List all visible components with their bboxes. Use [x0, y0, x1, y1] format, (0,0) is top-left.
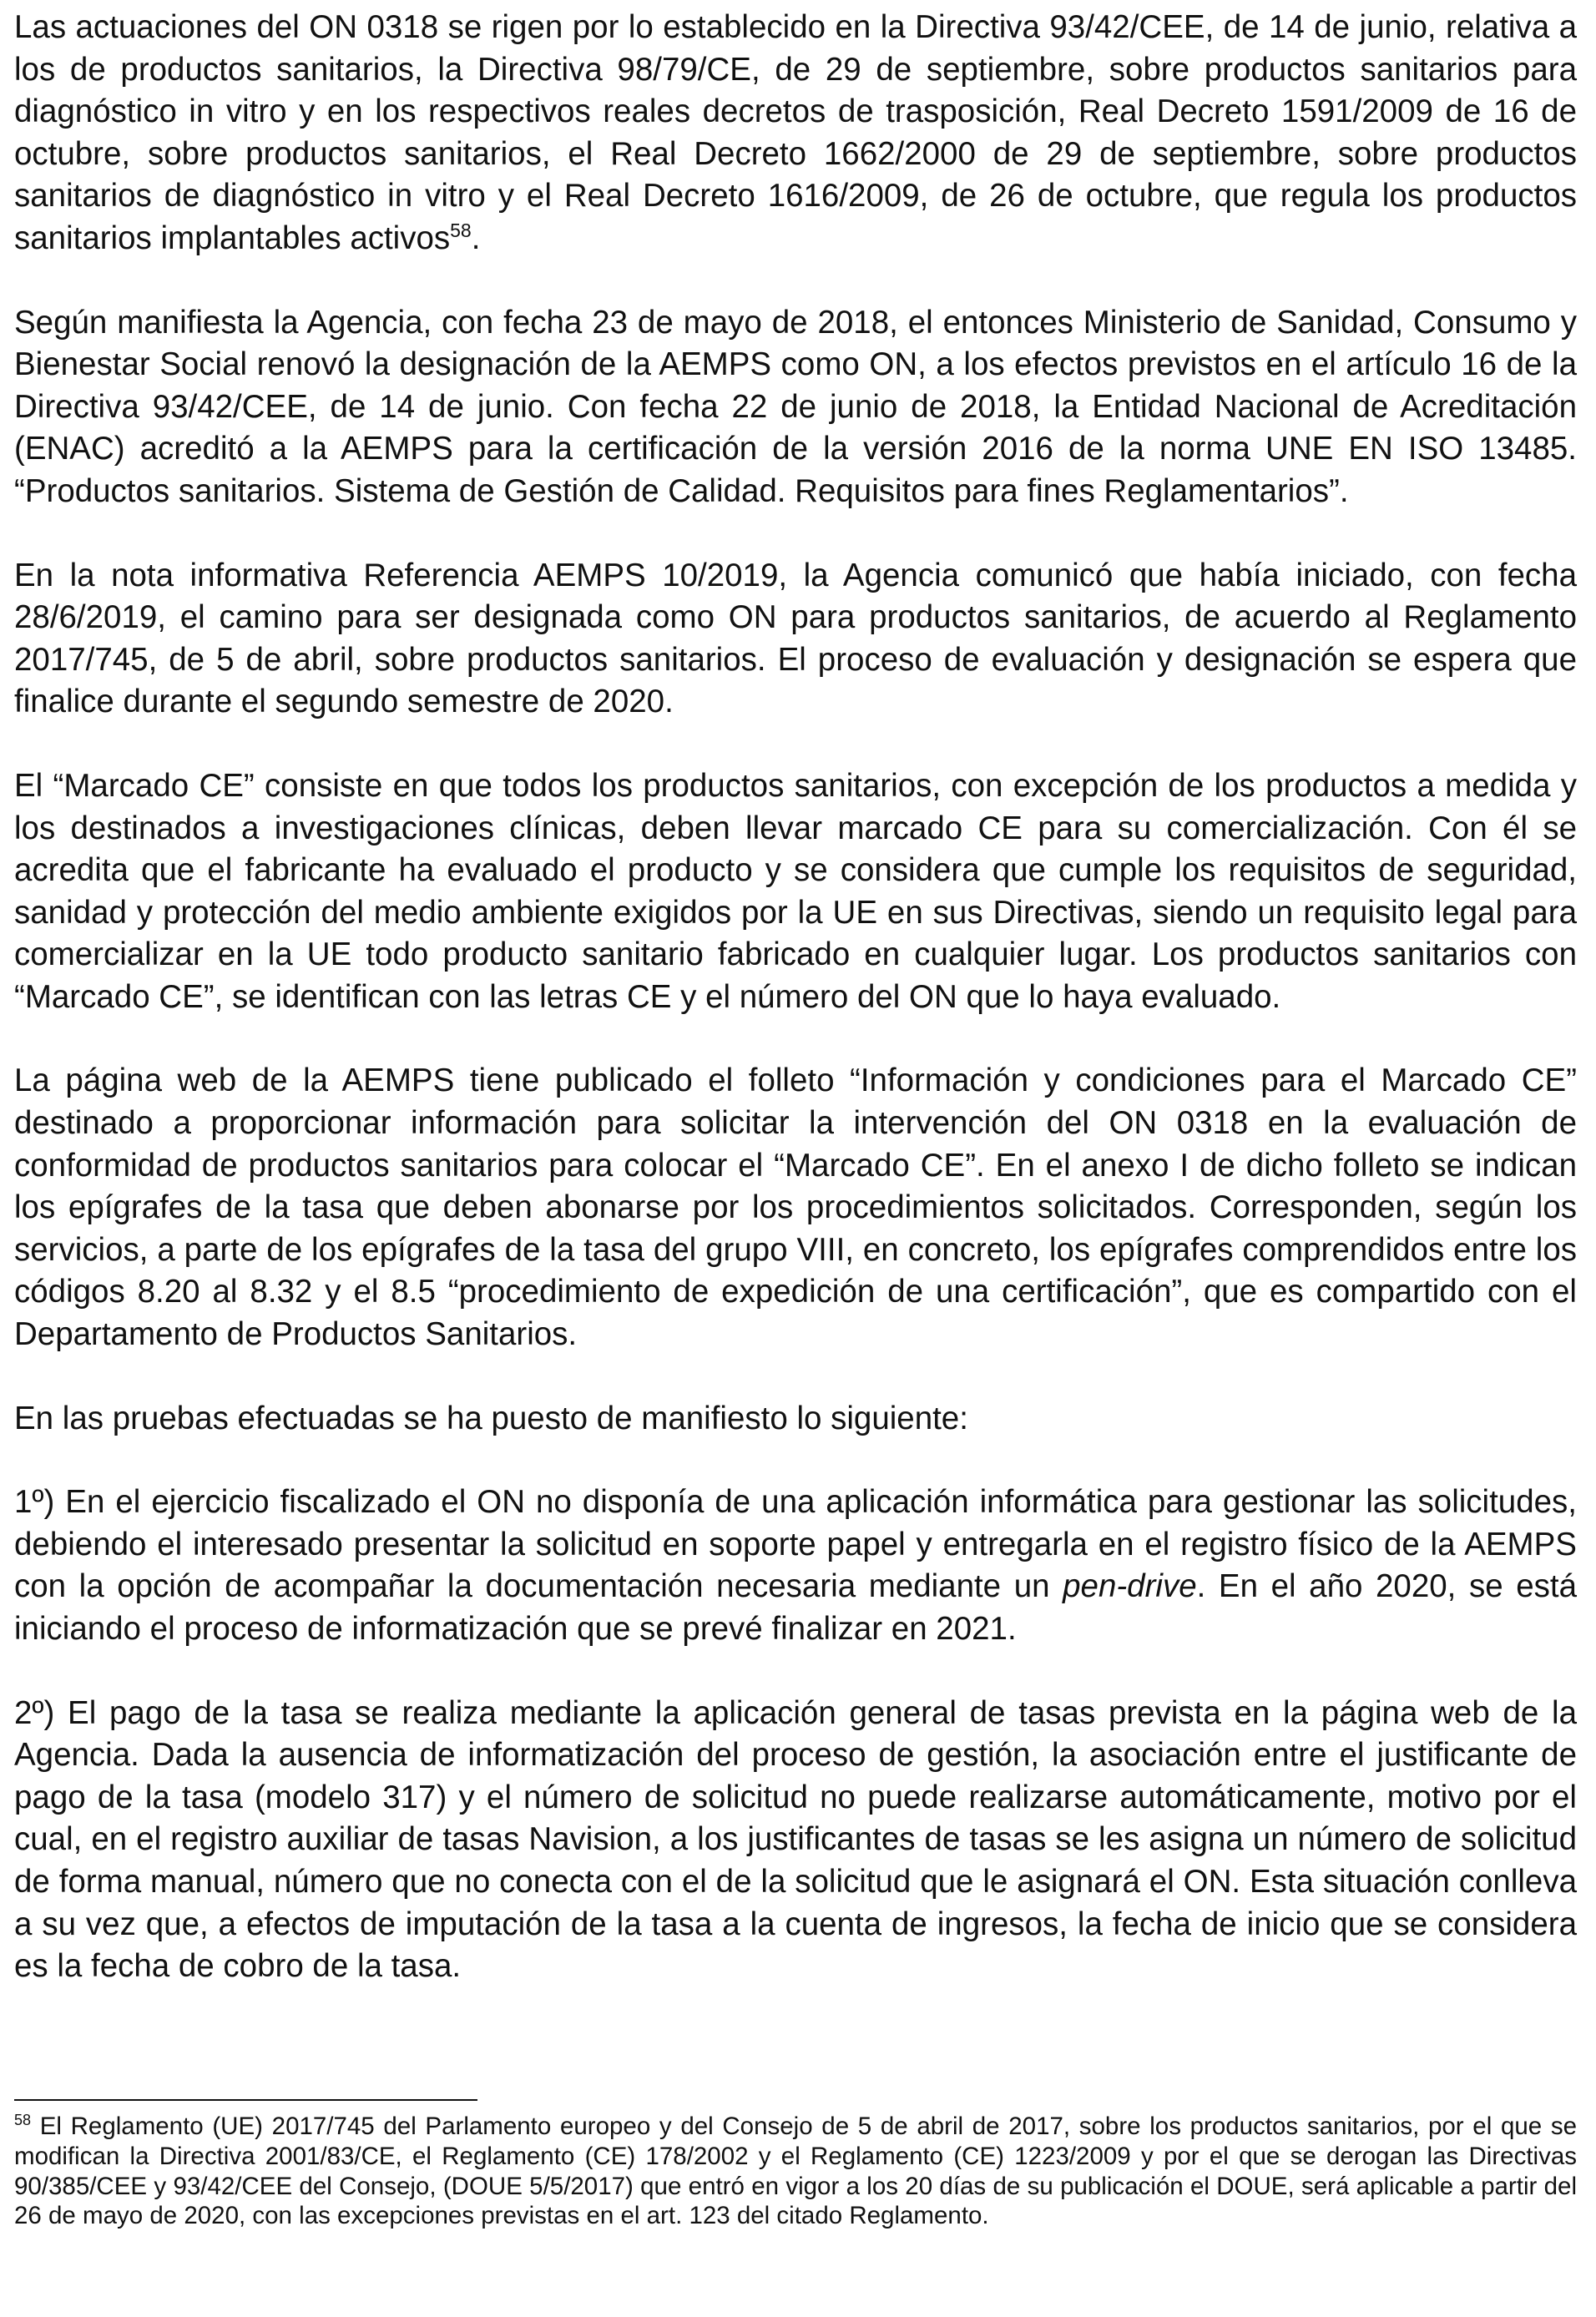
paragraph-leaflet: La página web de la AEMPS tiene publicado el folleto “Información y condiciones para el Marcado CE” destinado a proporcionar información para solicitar la intervención del ON 0318 en la evaluación de conformidad de productos sanitarios para colocar el “Marcado CE”. En el anexo I de dicho folleto se indican los epígrafes de la tasa que deben abonarse por los procedimientos solicitados. Corresponden, según los servicios, a parte de los epígrafes de la tasa del grupo VIII, en concreto, los epígrafes comprendidos entre los códigos 8.20 al 8.32 y el 8.5 “procedimiento de expedición de una certificación”, que es compartido con el Departamento de Productos Sanitarios.: [14, 1063, 1577, 1353]
paragraph-designation: Según manifiesta la Agencia, con fecha 23 de mayo de 2018, el entonces Ministerio de Sanidad, Consumo y Bienestar Social renovó la designación de la AEMPS como ON, a los efectos previstos en el artículo 16 de la Directiva 93/42/CEE, de 14 de junio. Con fecha 22 de junio de 2018, la Entidad Nacional de Acreditación (ENAC) acreditó a la AEMPS para la certificación de la versión 2016 de la norma UNE EN ISO 13485. “Productos sanitarios. Sistema de Gestión de Calidad. Requisitos para fines Reglamentarios”.: [14, 304, 1577, 509]
footnote-text: El Reglamento (UE) 2017/745 del Parlamento europeo y del Consejo de 5 de abril de 2017, sobre los productos sanitarios, por el que se modifican la Directiva 2001/83/CE, el Reglamento (CE) 178/2002 y el Reglamento (CE) 1223/2009 y por el que se derogan las Directivas 90/385/CEE y 93/42/CEE del Consejo, (DOUE 5/5/2017) que entró en vigor a los 20 días de su publicación el DOUE, será aplicable a partir del 26 de mayo de 2020, con las excepciones previstas en el art. 123 del citado Reglamento.: [14, 2113, 1577, 2230]
footnote-number: 58: [14, 2112, 32, 2129]
paragraph-legal-framework: [14, 7, 1577, 260]
document-body: [14, 7, 1577, 1988]
paragraph-informative-note: En la nota informativa Referencia AEMPS 10/2019, la Agencia comunicó que había iniciado, con fecha 28/6/2019, el camino para ser designada como ON para productos sanitarios, de acuerdo al Reglamento 2017/745, de 5 de abril, sobre productos sanitarios. El proceso de evaluación y designación se espera que finalice durante el segundo semestre de 2020.: [14, 557, 1577, 720]
paragraph-ce-marking: El “Marcado CE” consiste en que todos los productos sanitarios, con excepción de los productos a medida y los destinados a investigaciones clínicas, deben llevar marcado CE para su comercialización. Con él se acredita que el fabricante ha evaluado el producto y se considera que cumple los requisitos de seguridad, sanidad y protección del medio ambiente exigidos por la UE en sus Directivas, siendo un requisito legal para comercializar en la UE todo producto sanitario fabricado en cualquier lugar. Los productos sanitarios con “Marcado CE”, se identifican con las letras CE y el número del ON que lo haya evaluado.: [14, 767, 1577, 1015]
paragraph-finding-1: [14, 1482, 1577, 1650]
paragraph-finding-2: 2º) El pago de la tasa se realiza mediante la aplicación general de tasas prevista en la página web de la Agencia. Dada la ausencia de informatización del proceso de gestión, la asociación entre el justificante de pago de la tasa (modelo 317) y el número de solicitud no puede realizarse automáticamente, motivo por el cual, en el registro auxiliar de tasas Navision, a los justificantes de tasas se les asigna un número de solicitud de forma manual, número que no conecta con el de la solicitud que le asignará el ON. Esta situación conlleva a su vez que, a efectos de imputación de la tasa a la cuenta de ingresos, la fecha de inicio que se considera es la fecha de cobro de la tasa.: [14, 1694, 1577, 1985]
paragraph-text: . En el año 2020, se está iniciando el proceso de informatización que se prevé finalizar en 2021.: [14, 1568, 1577, 1647]
paragraph-text: Las actuaciones del ON 0318 se rigen por lo establecido en la Directiva 93/42/CEE, de 14 de junio, relativa a los de productos sanitarios, la Directiva 98/79/CE, de 29 de septiembre, sobre productos sanitarios para diagnóstico in vitro y en los respectivos reales decretos de trasposición, Real Decreto 1591/2009 de 16 de octubre, sobre productos sanitarios, el Real Decreto 1662/2000 de 29 de septiembre, sobre productos sanitarios de diagnóstico in vitro y el Real Decreto 1616/2009, de 26 de octubre, que regula los productos sanitarios implantables activos: [14, 9, 1577, 256]
footnote: [14, 2112, 1577, 2231]
paragraph-end: .: [471, 220, 481, 256]
footnote-reference[interactable]: 58: [450, 220, 472, 242]
footnote-separator: [14, 2099, 477, 2101]
paragraph-text: 1º) En el ejercicio fiscalizado el ON no disponía de una aplicación informática para gestionar las solicitudes, debiendo el interesado presentar la solicitud en soporte papel y entregarla en el registro físico de la AEMPS con la opción de acompañar la documentación necesaria mediante un: [14, 1484, 1577, 1605]
italic-term: pen-drive: [1063, 1568, 1197, 1605]
paragraph-findings-intro: En las pruebas efectuadas se ha puesto de manifiesto lo siguiente:: [14, 1400, 968, 1436]
